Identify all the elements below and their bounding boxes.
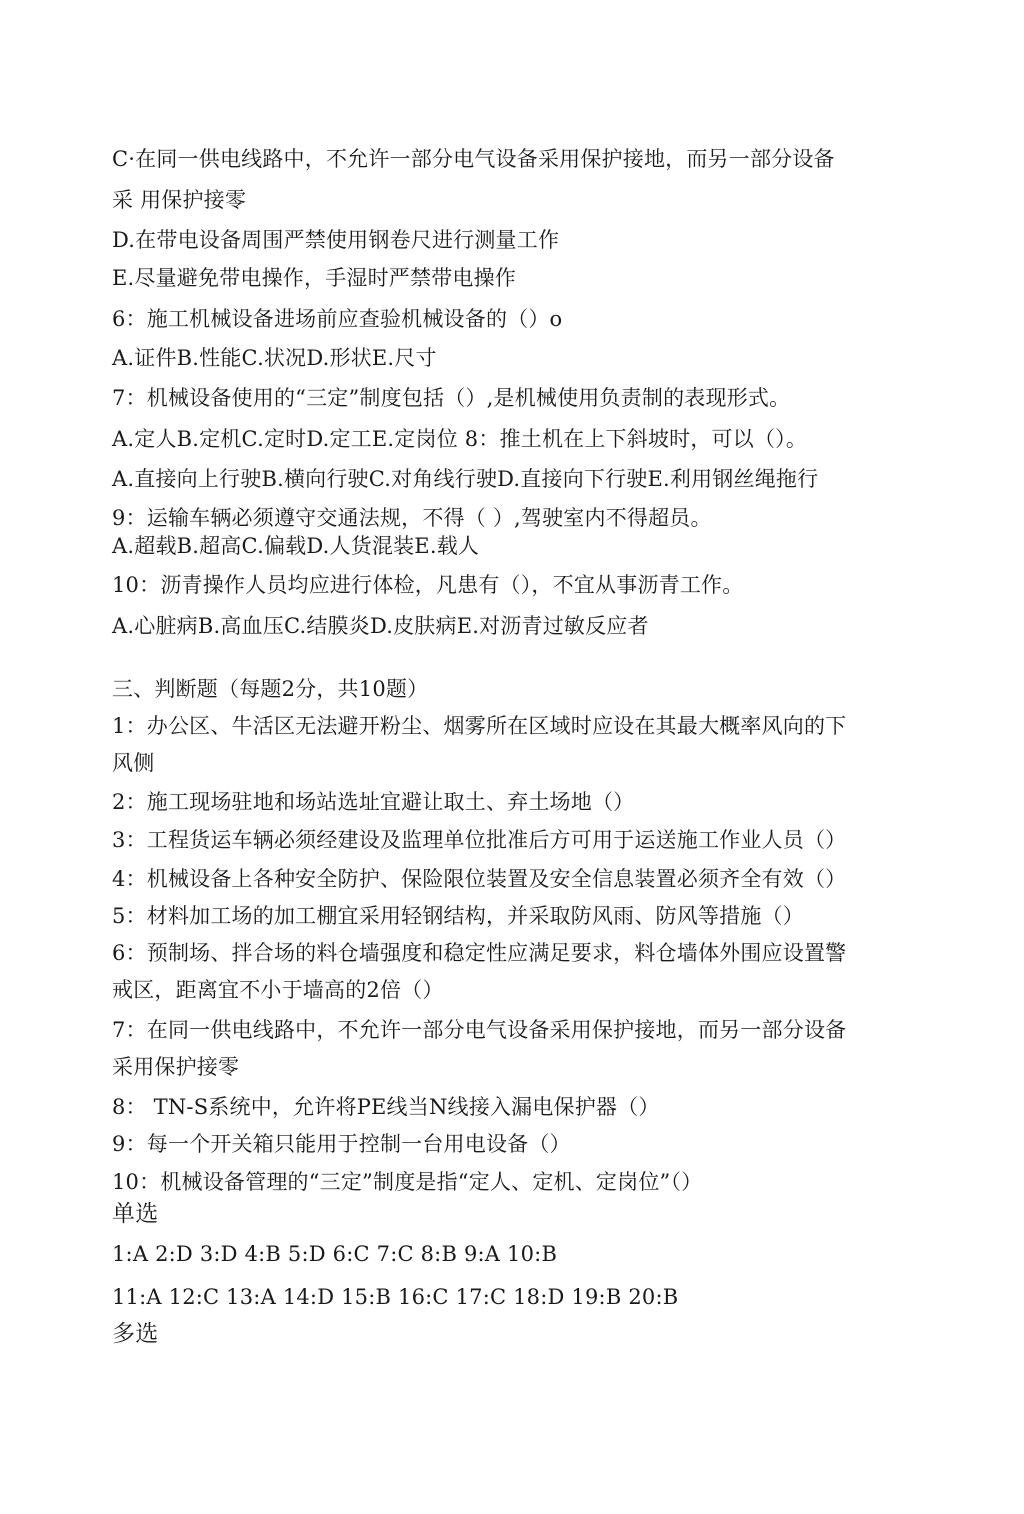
text-line: 采 用保护接零: [112, 188, 247, 212]
text-line: 6：预制场、拌合场的料仓墙强度和稳定性应满足要求，料仓墙体外围应设置警: [112, 941, 847, 965]
text-line: 风侧: [112, 751, 155, 775]
text-line: C·在同一供电线路中，不允许一部分电气设备采用保护接地，而另一部分设备: [112, 147, 835, 171]
section-heading: 三、判断题（每题2分，共10题）: [112, 677, 429, 701]
text-line: A.心脏病B.高血压C.结膜炎D.皮肤病E.对沥青过敏反应者: [112, 614, 649, 638]
text-line: 2：施工现场驻地和场站选址宜避让取土、弃土场地（）: [112, 790, 635, 814]
text-line: 9：运输车辆必须遵守交通法规，不得（ ）,驾驶室内不得超员。: [112, 506, 712, 530]
answer-heading-multiple: 多选: [112, 1321, 159, 1347]
text-line: 戒区，距离宜不小于墙高的2倍（）: [112, 978, 444, 1002]
text-line: 3：工程货运车辆必须经建设及监理单位批准后方可用于运送施工作业人员（）: [112, 828, 847, 852]
answer-line: 11:A 12:C 13:A 14:D 15:B 16:C 17:C 18:D 19:B 20:B: [112, 1285, 679, 1309]
text-line: A.超载B.超高C.偏载D.人货混装E.载人: [112, 534, 480, 558]
answer-line: 1:A 2:D 3:D 4:B 5:D 6:C 7:C 8:B 9:A 10:B: [112, 1242, 558, 1266]
text-line: 6：施工机械设备进场前应查验机械设备的（）o: [112, 307, 563, 331]
text-line: 1：办公区、牛活区无法避开粉尘、烟雾所在区域时应设在其最大概率风向的下: [112, 714, 847, 738]
text-line: 10：沥青操作人员均应进行体检，凡患有（），不宜从事沥青工作。: [112, 573, 744, 597]
text-line: 4：机械设备上各种安全防护、保险限位装置及安全信息装置必须齐全有效（）: [112, 867, 847, 891]
text-line: 5：材料加工场的加工棚宜采用轻钢结构，并采取防风雨、防风等措施（）: [112, 904, 804, 928]
text-line: A.定人B.定机C.定时D.定工E.定岗位 8：推土机在上下斜坡时，可以（）。: [112, 427, 808, 451]
text-line: A.直接向上行驶B.横向行驶C.对角线行驶D.直接向下行驶E.利用钢丝绳拖行: [112, 467, 819, 491]
text-line: 采用保护接零: [112, 1055, 240, 1079]
text-line: 10：机械设备管理的“三定”制度是指“定人、定机、定岗位”（）: [112, 1170, 703, 1194]
text-line: E.尽量避免带电操作，手湿时严禁带电操作: [112, 266, 517, 290]
text-line: 8： TN-S系统中，允许将PE线当N线接入漏电保护器（）: [112, 1095, 660, 1119]
text-line: 7：机械设备使用的“三定”制度包括（）,是机械使用负责制的表现形式。: [112, 386, 791, 410]
text-line: A.证件B.性能C.状况D.形状E.尺寸: [112, 346, 437, 370]
text-line: 7：在同一供电线路中，不允许一部分电气设备采用保护接地，而另一部分设备: [112, 1018, 847, 1042]
answer-heading-single: 单选: [112, 1201, 159, 1227]
text-line: 9：每一个开关箱只能用于控制一台用电设备（）: [112, 1132, 571, 1156]
text-line: D.在带电设备周围严禁使用钢卷尺进行测量工作: [112, 228, 560, 252]
